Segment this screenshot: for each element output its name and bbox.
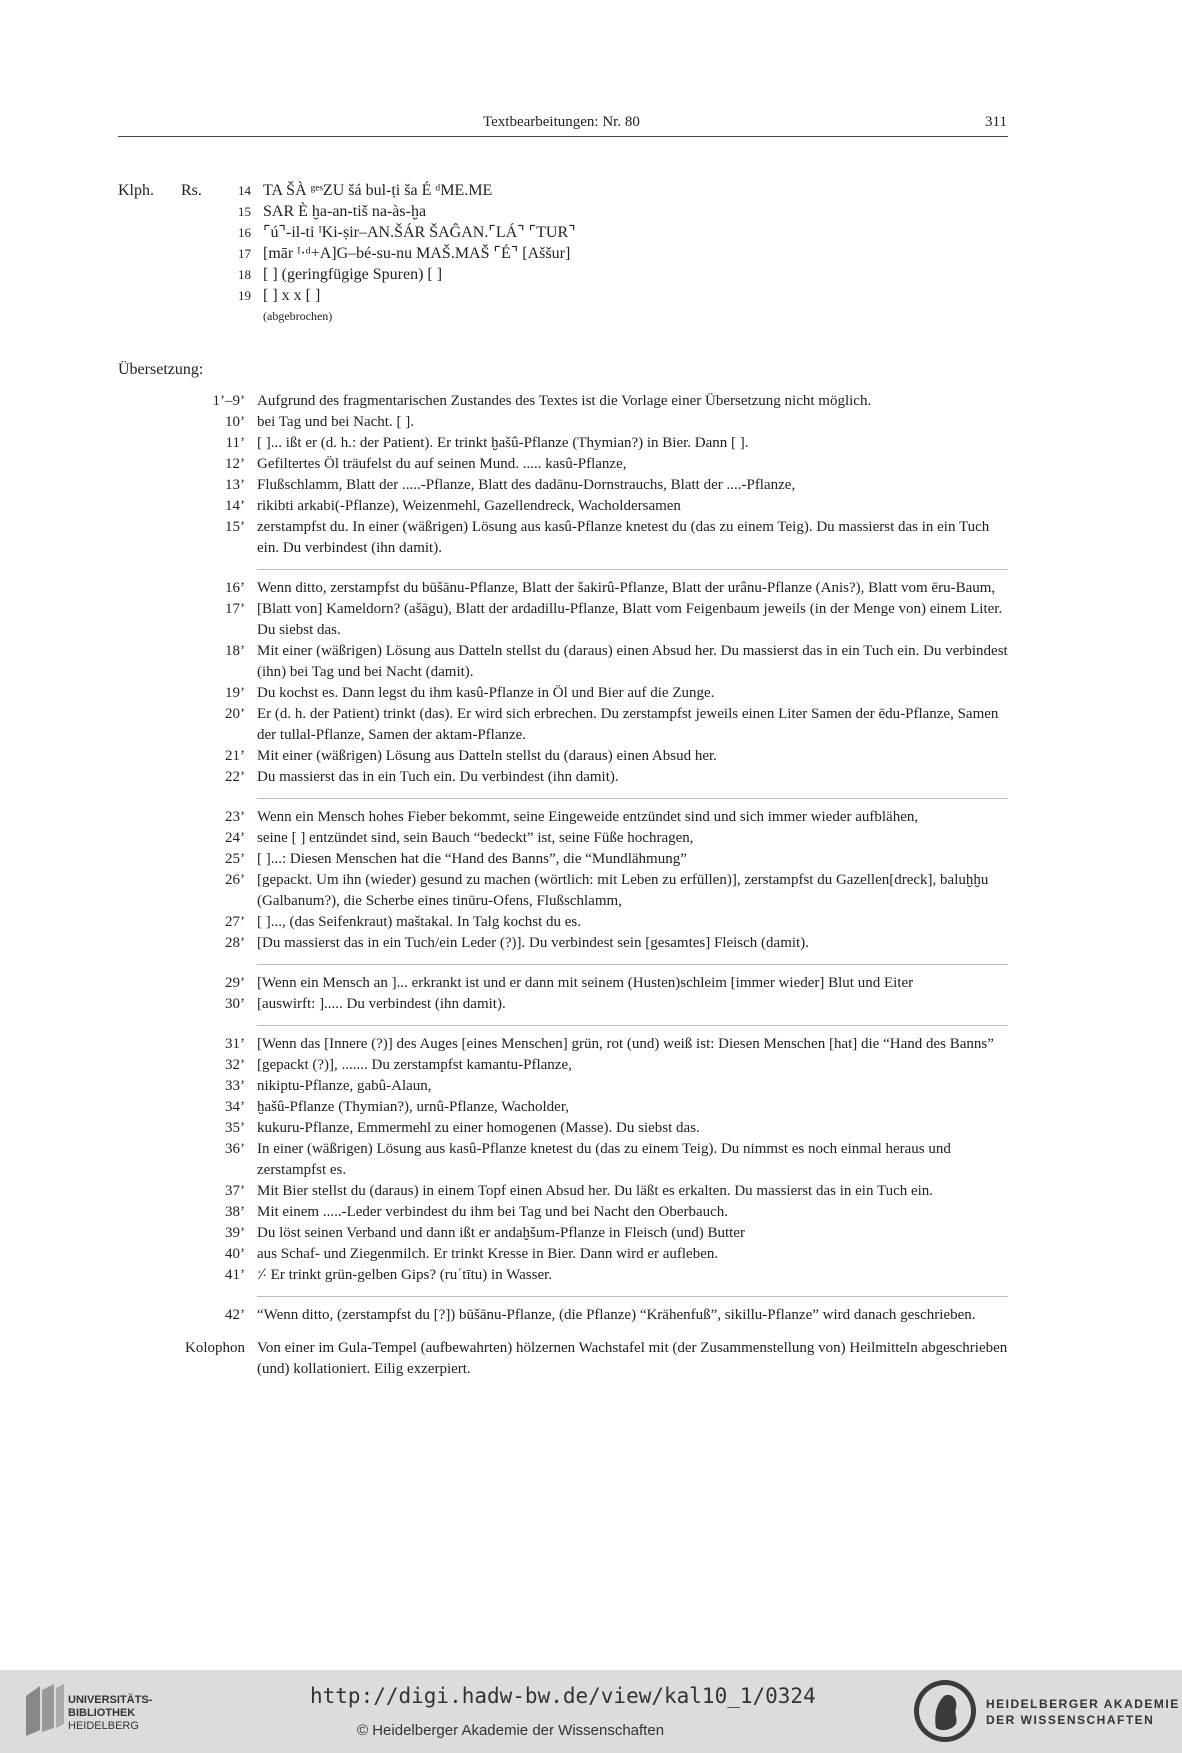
- line-text: “Wenn ditto, (zerstampfst du [?]) būšānu-Pflanze, (die Pflanze) “Krähenfuß”, sikillu-Pflanze” wird danach geschrieben.: [257, 1307, 976, 1323]
- section-label-rs: Rs.: [181, 182, 202, 199]
- translation-line: [160, 1223, 1008, 1244]
- translation-line: [160, 496, 1008, 517]
- line-number: [221, 306, 263, 327]
- translation-line: [160, 391, 1008, 412]
- line-number: 38’: [225, 1204, 245, 1220]
- translation-section: [160, 391, 1008, 1380]
- line-text: Gefiltertes Öl träufelst du auf seinen Mund. ..... kasû-Pflanze,: [257, 456, 627, 472]
- translation-line: [160, 767, 1008, 788]
- line-text: Mit einer (wäßrigen) Lösung aus Datteln stellst du (daraus) einen Absud her.: [257, 748, 717, 764]
- line-number: 16’: [225, 580, 245, 596]
- line-text: Mit Bier stellst du (daraus) in einem Topf einen Absud her. Du läßt es erkalten. Du massierst das in ein Tuch ein.: [257, 1183, 934, 1199]
- line-text: [ ]...: Diesen Menschen hat die “Hand des Banns”, die “Mundlähmung”: [257, 851, 687, 867]
- academy-name: HEIDELBERGER AKADEMIE DER WISSENSCHAFTEN: [986, 1697, 1180, 1727]
- running-header: [118, 112, 1008, 137]
- line-number: 24’: [225, 830, 245, 846]
- translation-line: [160, 807, 1008, 828]
- line-text: [Wenn ein Mensch an ]... erkrankt ist und er dann mit seinem (Husten)schleim [immer wieder] Blut und Eiter: [257, 975, 914, 991]
- footer-bar: [0, 1670, 1182, 1753]
- line-text: Aufgrund des fragmentarischen Zustandes des Textes ist die Vorlage einer Übersetzung nicht möglich.: [257, 393, 872, 409]
- line-number: 15: [238, 204, 251, 219]
- line-text: Du löst seinen Verband und dann ißt er andaḫšum-Pflanze in Fleisch (und) Butter: [257, 1225, 745, 1241]
- translation-line: [160, 683, 1008, 704]
- line-text: Du kochst es. Dann legst du ihm kasû-Pflanze in Öl und Bier auf die Zunge.: [257, 685, 715, 701]
- translation-line: [160, 994, 1008, 1015]
- line-text: [Du massierst das in ein Tuch/ein Leder (?)]. Du verbindest sein [gesamtes] Fleisch (damit).: [257, 935, 809, 951]
- translation-line: [160, 578, 1008, 599]
- translation-line: [160, 1244, 1008, 1265]
- line-text: aus Schaf- und Ziegenmilch. Er trinkt Kresse in Bier. Dann wird er aufleben.: [257, 1246, 719, 1262]
- academy-seal-icon: [912, 1678, 978, 1744]
- translation-line: [160, 1202, 1008, 1223]
- line-number: 18: [238, 267, 251, 282]
- line-number: 31’: [225, 1036, 245, 1052]
- line-text: Mit einem .....-Leder verbindest du ihm bei Tag und bei Nacht den Oberbauch.: [257, 1204, 729, 1220]
- line-number: 22’: [225, 769, 245, 785]
- page-number: 311: [985, 114, 1007, 130]
- transliteration-line: [118, 180, 1018, 201]
- line-text: [gepackt (?)], ....... Du zerstampfst kamantu-Pflanze,: [257, 1057, 572, 1073]
- line-number: 25’: [225, 851, 245, 867]
- line-number: 14: [238, 183, 251, 198]
- translation-line: [160, 412, 1008, 433]
- section-gap: [160, 1326, 1008, 1338]
- line-text: Er (d. h. der Patient) trinkt (das). Er wird sich erbrechen. Du zerstampfst jeweils einen Liter Samen der ēdu-Pflanze, Samen der tullal-Pflanze, Samen der aktam-Pflanze.: [257, 706, 999, 743]
- line-text: SAR È ḫa-an-tiš na-às-ḫa: [263, 203, 427, 220]
- translation-line: [160, 1118, 1008, 1139]
- line-text: nikiptu-Pflanze, gabû-Alaun,: [257, 1078, 432, 1094]
- line-number: 17: [238, 246, 251, 261]
- line-text: kukuru-Pflanze, Emmermehl zu einer homogenen (Masse). Du siebst das.: [257, 1120, 700, 1136]
- line-number: 1’–9’: [212, 393, 245, 409]
- transliteration-line: [118, 285, 1018, 306]
- line-text: Von einer im Gula-Tempel (aufbewahrten) hölzernen Wachstafel mit (der Zusammenstellung von) Heilmitteln abgeschrieben (und) kollationiert. Eilig exzerpiert.: [257, 1340, 1008, 1377]
- university-library-name: UNIVERSITÄTS- BIBLIOTHEK HEIDELBERG: [68, 1694, 153, 1732]
- section-label-klph: Klph.: [118, 182, 154, 199]
- line-number: 32’: [225, 1057, 245, 1073]
- translation-line: [160, 828, 1008, 849]
- line-number: Kolophon: [185, 1340, 245, 1356]
- line-text: [auswirft: ]..... Du verbindest (ihn damit).: [257, 996, 506, 1012]
- line-number: 42’: [225, 1307, 245, 1323]
- line-number: 19: [238, 288, 251, 303]
- translation-line: [160, 704, 1008, 746]
- line-number: 21’: [225, 748, 245, 764]
- line-number: 15’: [225, 519, 245, 535]
- line-number: 11’: [225, 435, 245, 451]
- line-number: 30’: [225, 996, 245, 1012]
- paragraph-divider: [257, 569, 1008, 570]
- translation-line: [160, 454, 1008, 475]
- paragraph-divider: [257, 964, 1008, 965]
- line-text: [ ]..., (das Seifenkraut) maštakal. In Talg kochst du es.: [257, 914, 582, 930]
- paragraph-divider: [257, 1296, 1008, 1297]
- line-text: In einer (wäßrigen) Lösung aus kasû-Pflanze knetest du (das zu einem Teig). Du nimmst es noch einmal heraus und zerstampfst es.: [257, 1141, 951, 1178]
- copyright-notice: © Heidelberger Akademie der Wissenschaften: [357, 1722, 665, 1739]
- transliteration-line: [118, 306, 1018, 327]
- line-text: ḫašû-Pflanze (Thymian?), urnû-Pflanze, Wacholder,: [257, 1099, 569, 1115]
- line-number: 41’: [225, 1267, 245, 1283]
- line-number: 29’: [225, 975, 245, 991]
- line-number: 27’: [225, 914, 245, 930]
- paragraph-divider: [257, 1025, 1008, 1026]
- line-text: Du massierst das in ein Tuch ein. Du verbindest (ihn damit).: [257, 769, 619, 785]
- line-text: Wenn ein Mensch hohes Fieber bekommt, seine Eingeweide entzündet sind und sich immer wieder aufblähen,: [257, 809, 919, 825]
- translation-line: [160, 849, 1008, 870]
- line-text: Mit einer (wäßrigen) Lösung aus Datteln stellst du (daraus) einen Absud her. Du massierst das in ein Tuch ein. Du verbindest (ihn) bei Tag und bei Nacht (damit).: [257, 643, 1008, 680]
- line-number: 40’: [225, 1246, 245, 1262]
- line-text: [Wenn das [Innere (?)] des Auges [eines Menschen] grün, rot (und) weiß ist: Diesen Menschen [hat] die “Hand des Banns”: [257, 1036, 994, 1052]
- translation-line: [160, 1034, 1008, 1055]
- line-number: 28’: [225, 935, 245, 951]
- line-text: seine [ ] entzündet sind, sein Bauch “bedeckt” ist, seine Füße hochragen,: [257, 830, 694, 846]
- paragraph-divider: [257, 798, 1008, 799]
- line-text: [ ] (geringfügige Spuren) [ ]: [263, 266, 443, 283]
- transliteration-line: [118, 201, 1018, 222]
- header-title: Textbearbeitungen: Nr. 80: [483, 114, 640, 130]
- transliteration-line: [118, 264, 1018, 285]
- line-text: ⸓ Er trinkt grün-gelben Gips? (ruʾtītu) in Wasser.: [257, 1267, 553, 1283]
- line-number: 33’: [225, 1078, 245, 1094]
- translation-line: [160, 912, 1008, 933]
- translation-line: [160, 1305, 1008, 1326]
- translation-line: [160, 1076, 1008, 1097]
- translation-heading: Übersetzung:: [118, 361, 204, 378]
- line-text: [mār ᴵ·ᵈ+A]G–bé-su-nu MAŠ.MAŠ ⌜É⌝ [Aššur]: [263, 245, 571, 262]
- line-text: [Blatt von] Kameldorn? (ašāgu), Blatt der ardadillu-Pflanze, Blatt vom Feigenbaum jeweils (in der Menge von) einem Liter. Du siebst das.: [257, 601, 1003, 638]
- line-text: rikibti arkabi(-Pflanze), Weizenmehl, Gazellendreck, Wacholdersamen: [257, 498, 681, 514]
- document-url-link[interactable]: http://digi.hadw-bw.de/view/kal10_1/0324: [310, 1684, 816, 1708]
- line-text: [gepackt. Um ihn (wieder) gesund zu machen (wörtlich: mit Leben zu erfüllen)], zerstampfst du Gazellen[dreck], baluḫḫu (Galbanum?), die Scherbe eines tinūru-Ofens, Flußschlamm,: [257, 872, 989, 909]
- transliteration-line: [118, 243, 1018, 264]
- line-text: [ ]... ißt er (d. h.: der Patient). Er trinkt ḫašû-Pflanze (Thymian?) in Bier. Dann [ ].: [257, 435, 749, 451]
- line-number: 19’: [225, 685, 245, 701]
- translation-line: [160, 870, 1008, 912]
- cuneiform-colophon-transliteration: [118, 180, 1018, 327]
- line-number: 35’: [225, 1120, 245, 1136]
- line-number: 10’: [225, 414, 245, 430]
- translation-line: [160, 1181, 1008, 1202]
- line-number: 16: [238, 225, 251, 240]
- line-number: 23’: [225, 809, 245, 825]
- translation-line: [160, 517, 1008, 559]
- translation-line: [160, 433, 1008, 454]
- line-number: 14’: [225, 498, 245, 514]
- line-text: zerstampfst du. In einer (wäßrigen) Lösung aus kasû-Pflanze knetest du (das zu einem Teig). Du massierst das in ein Tuch ein. Du verbindest (ihn damit).: [257, 519, 990, 556]
- line-number: 34’: [225, 1099, 245, 1115]
- line-number: 12’: [225, 456, 245, 472]
- line-text: (abgebrochen): [263, 309, 333, 323]
- translation-line: [160, 1265, 1008, 1286]
- line-number: 39’: [225, 1225, 245, 1241]
- translation-line: [160, 641, 1008, 683]
- translation-line: [160, 1055, 1008, 1076]
- line-number: 17’: [225, 601, 245, 617]
- line-number: 36’: [225, 1141, 245, 1157]
- line-number: 18’: [225, 643, 245, 659]
- kolophon-translation: [160, 1338, 1008, 1380]
- line-number: 37’: [225, 1183, 245, 1199]
- transliteration-line: [118, 222, 1018, 243]
- translation-line: [160, 1139, 1008, 1181]
- line-number: 20’: [225, 706, 245, 722]
- university-library-logo-icon: [22, 1682, 66, 1738]
- line-number: 26’: [225, 872, 245, 888]
- translation-line: [160, 1097, 1008, 1118]
- translation-line: [160, 973, 1008, 994]
- line-text: Wenn ditto, zerstampfst du būšānu-Pflanze, Blatt der šakirû-Pflanze, Blatt der urânu-Pflanze (Anis?), Blatt vom ēru-Baum,: [257, 580, 996, 596]
- line-text: ⌜ú⌝-il-ti ᴵKi-ṣir–AN.ŠÁR ŠAĜAN.⌜LÁ⌝ ⌜TUR⌝: [263, 224, 576, 241]
- translation-line: [160, 746, 1008, 767]
- line-text: Flußschlamm, Blatt der .....-Pflanze, Blatt des dadānu-Dornstrauchs, Blatt der ....-Pflanze,: [257, 477, 796, 493]
- translation-line: [160, 599, 1008, 641]
- line-text: TA ŠÀ ᵍᵉˢZU šá bul-ṭi ša É ᵈME.ME: [263, 182, 493, 199]
- translation-line: [160, 475, 1008, 496]
- line-text: [ ] x x [ ]: [263, 287, 321, 304]
- line-text: bei Tag und bei Nacht. [ ].: [257, 414, 414, 430]
- line-number: 13’: [225, 477, 245, 493]
- translation-line: [160, 933, 1008, 954]
